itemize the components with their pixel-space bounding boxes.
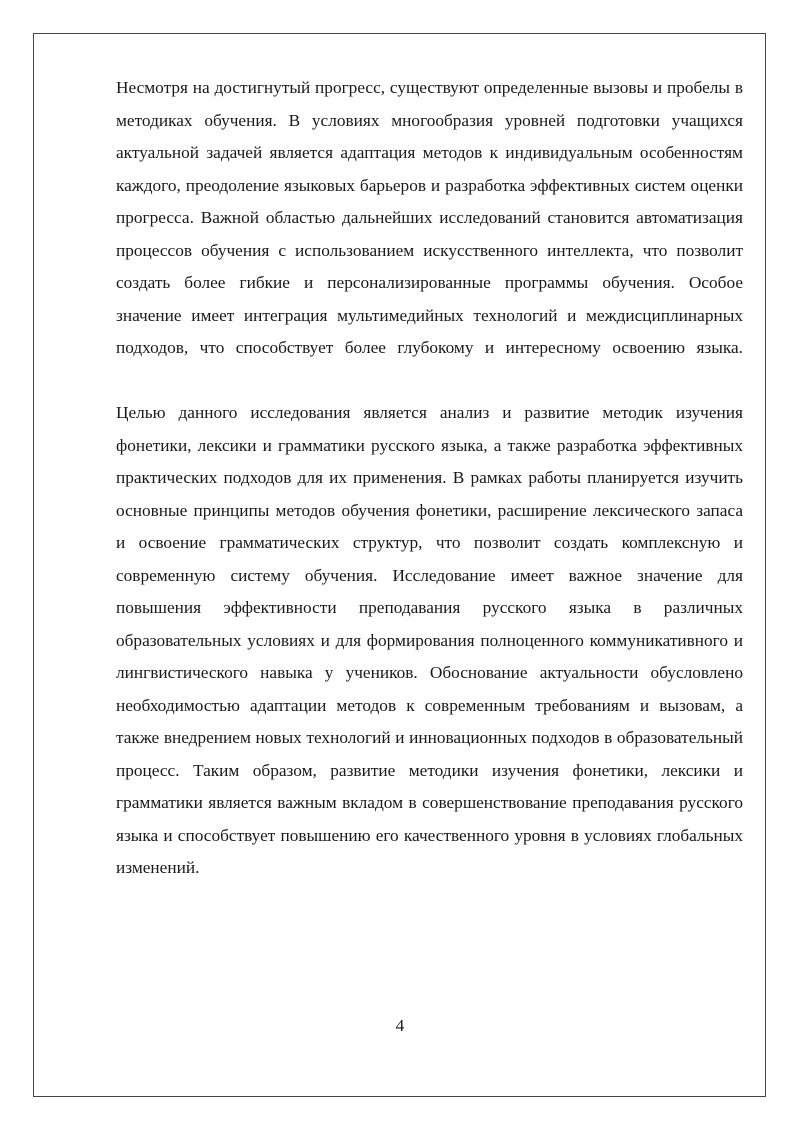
page-number: 4 — [395, 1016, 405, 1035]
page-content — [116, 72, 743, 885]
paragraph-spacer — [116, 365, 743, 398]
paragraph-challenges: Несмотря на достигнутый прогресс, существуют определенные вызовы и пробелы в методиках обучения. В условиях многообразия уровней подготовки учащихся актуальной задачей является адаптация методов к индивидуальным особенностям каждого, преодоление языковых барьеров и разработка эффективных систем оценки прогресса. Важной областью дальнейших исследований становится автоматизация процессов обучения с использованием искусственного интеллекта, что позволит создать более гибкие и персонализированные программы обучения. Особое значение имеет интеграция мультимедийных технологий и междисциплинарных подходов, что способствует более глубокому и интересному освоению языка. — [116, 78, 743, 357]
paragraph-research-goal: Целью данного исследования является анализ и развитие методик изучения фонетики, лексики и грамматики русского языка, а также разработка эффективных практических подходов для их применения. В рамках работы планируется изучить основные принципы методов обучения фонетики, расширение лексического запаса и освоение грамматических структур, что позволит создать комплексную и современную систему обучения. Исследование имеет важное значение для повышения эффективности преподавания русского языка в различных образовательных условиях и для формирования полноценного коммуникативного и лингвистического навыка у учеников. Обоснование актуальности обусловлено необходимостью адаптации методов к современным требованиям и вызовам, а также внедрением новых технологий и инновационных подходов в образовательный процесс. Таким образом, развитие методики изучения фонетики, лексики и грамматики является важным вкладом в совершенствование преподавания русского языка и способствует повышению его качественного уровня в условиях глобальных изменений. — [116, 403, 743, 877]
